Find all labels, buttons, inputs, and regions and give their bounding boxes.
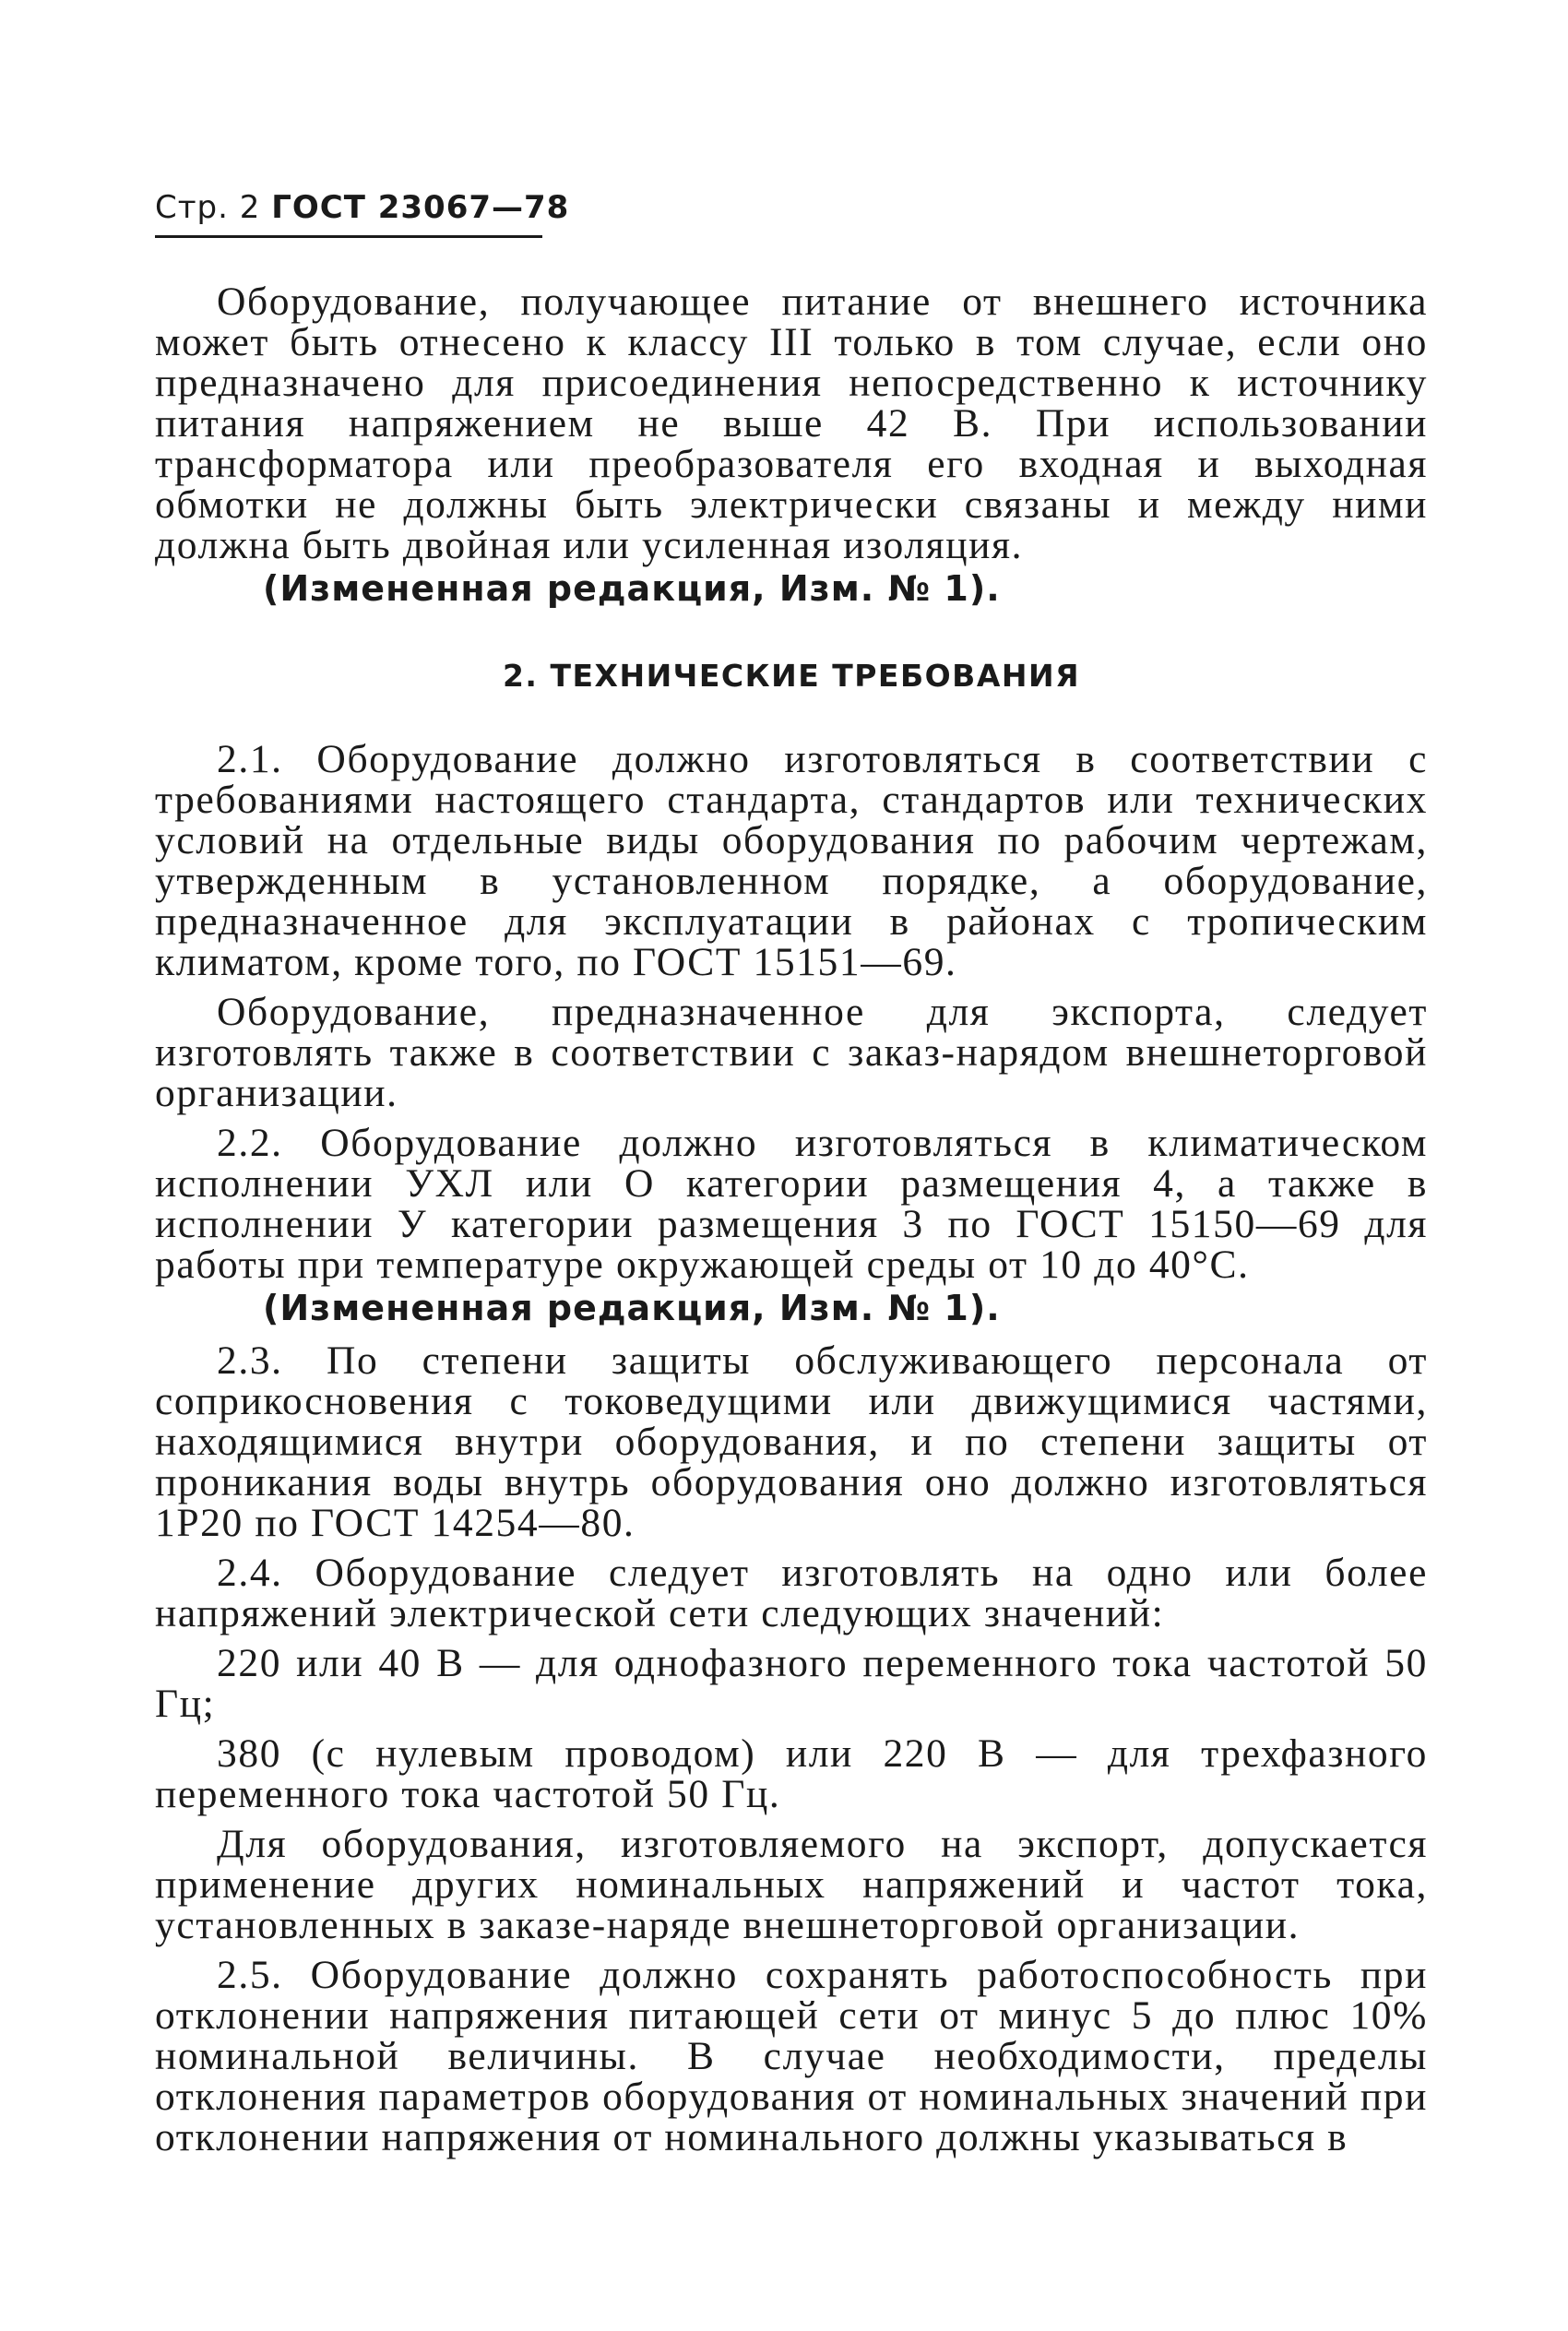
standard-code: ГОСТ 23067—78	[271, 189, 570, 226]
clause-2-2: 2.2. Оборудование должно изготовляться в климатическом исполнении УХЛ или О категории размещения 4, а также в исполнении У категории размещения 3 по ГОСТ 15150—69 для работы при температуре окружающей среды от 10 до 40°С.	[155, 1121, 1428, 1287]
clause-2-1: 2.1. Оборудование должно изготовляться в соответствии с требованиями настоящего стандарта, стандартов или технических условий на отдельные виды оборудования по рабочим чертежам, утвержденным в установленном порядке, а оборудование, предназначенное для эксплуатации в районах с тропическим климатом, кроме того, по ГОСТ 15151—69.	[155, 737, 1428, 984]
clause-2-1-export: Оборудование, предназначенное для экспорта, следует изготовлять также в соответствии с заказ-нарядом внешнеторговой организации.	[155, 990, 1428, 1115]
clause-2-3: 2.3. По степени защиты обслуживающего персонала от соприкосновения с токоведущими или движущимися частями, находящимися внутри оборудования, и по степени защиты от проникания воды внутрь оборудования оно должно изготовляться 1Р20 по ГОСТ 14254—80.	[155, 1338, 1428, 1545]
document-body	[155, 281, 1428, 2158]
amendment-note: (Измененная редакция, Изм. № 1).	[263, 568, 1001, 609]
clause-2-4-export: Для оборудования, изготовляемого на экспорт, допускается применение других номинальных напряжений и частот тока, установленных в заказе-наряде внешнеторговой организации.	[155, 1822, 1428, 1947]
section-heading: 2. ТЕХНИЧЕСКИЕ ТРЕБОВАНИЯ	[502, 658, 1081, 694]
clause-2-4-single-phase: 220 или 40 В — для однофазного переменного тока частотой 50 Гц;	[155, 1641, 1428, 1726]
clause-2-5: 2.5. Оборудование должно сохранять работоспособность при отклонении напряжения питающей сети от минус 5 до плюс 10% номинальной величины. В случае необходимости, пределы отклонения параметров оборудования от номинальных значений при отклонении напряжения от номинального должны указываться в	[155, 1953, 1428, 2159]
page-number: Стр. 2	[155, 189, 261, 226]
amendment-note: (Измененная редакция, Изм. № 1).	[263, 1288, 1001, 1328]
clause-2-4: 2.4. Оборудование следует изготовлять на одно или более напряжений электрической сети следующих значений:	[155, 1551, 1428, 1635]
clause-2-4-three-phase: 380 (с нулевым проводом) или 220 В — для трехфазного переменного тока частотой 50 Гц.	[155, 1731, 1428, 1816]
page-header	[155, 189, 570, 238]
paragraph-class-iii: Оборудование, получающее питание от внешнего источника может быть отнесено к классу III только в том случае, если оно предназначено для присоединения непосредственно к источнику питания напряжением не выше 42 В. При использовании трансформатора или преобразователя его входная и выходная обмотки не должны быть электрически связаны и между ними должна быть двойная или усиленная изоляция.	[155, 279, 1428, 567]
